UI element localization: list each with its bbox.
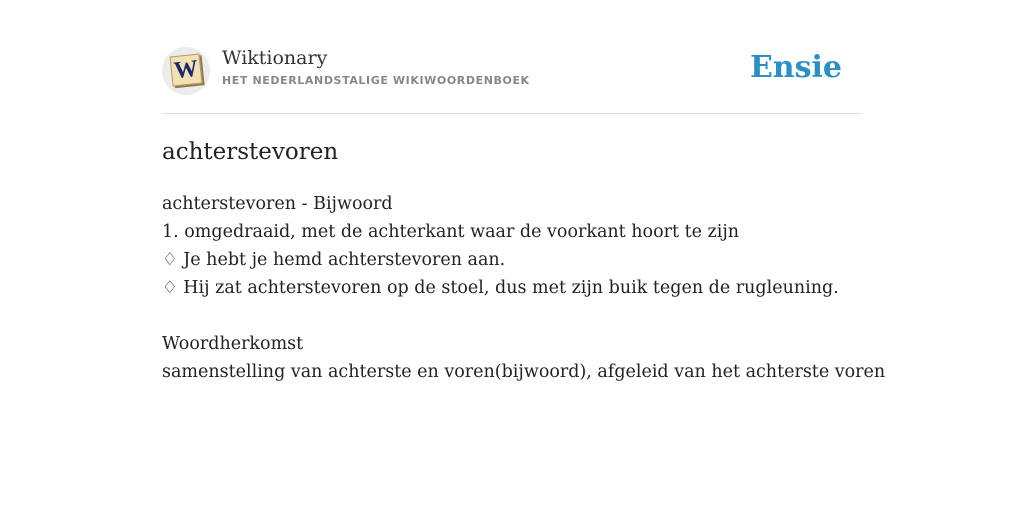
etymology-heading: Woordherkomst bbox=[162, 334, 304, 354]
page-title: achterstevoren bbox=[162, 139, 339, 165]
site-header bbox=[162, 0, 862, 114]
logo-tile-icon bbox=[170, 54, 203, 87]
headword-line: achterstevoren - Bijwoord bbox=[162, 194, 393, 214]
etymology-text: samenstelling van achterste en voren(bijwoord), afgeleid van het achterste voren bbox=[162, 362, 886, 382]
wiktionary-logo[interactable] bbox=[162, 47, 210, 95]
entry-content bbox=[162, 190, 886, 386]
ensie-brand-link[interactable]: Ensie bbox=[749, 50, 842, 85]
example-line: ♢ Hij zat achterstevoren op de stoel, dus met zijn buik tegen de rugleuning. bbox=[162, 278, 839, 298]
page-container bbox=[162, 0, 886, 382]
site-title[interactable]: Wiktionary bbox=[222, 47, 328, 69]
site-subtitle: HET NEDERLANDSTALIGE WIKIWOORDENBOEK bbox=[222, 74, 530, 87]
example-line: ♢ Je hebt je hemd achterstevoren aan. bbox=[162, 250, 506, 270]
definition-line: 1. omgedraaid, met de achterkant waar de voorkant hoort te zijn bbox=[162, 222, 740, 242]
logo-letter: W bbox=[172, 55, 200, 85]
spacer bbox=[162, 302, 882, 330]
